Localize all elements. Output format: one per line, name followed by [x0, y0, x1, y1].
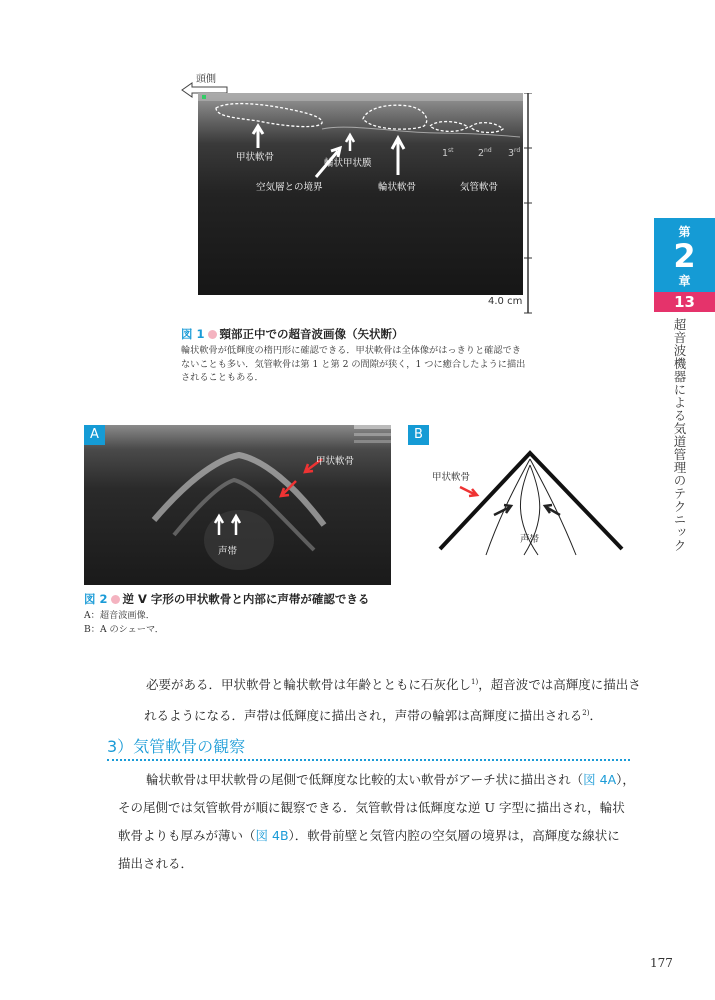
section-number-tab: 13: [654, 292, 715, 312]
panel-a-tag: A: [84, 425, 105, 445]
chapter-vertical-title: 超音波機器による気道管理のテクニック: [672, 318, 687, 552]
chapter-tab: [654, 218, 715, 292]
figure-2-caption-body: A：超音波画像． B：A のシェーマ．: [84, 610, 164, 635]
paragraph-1: 必要がある．甲状軟骨と輪状軟骨は年齢とともに石灰化し$^{1)}$，超音波では高輝度に描出さ れるようになる．声帯は低輝度に描出され，声帯の輪郭は高輝度に描出される$^{2)}$．: [144, 677, 641, 724]
label-a-thyroid: 甲状軟骨: [316, 456, 355, 467]
label-tracheal-cartilage: 気管軟骨: [460, 182, 499, 193]
figure-2-caption: [84, 591, 504, 636]
ref-fig-4a[interactable]: 図 4A: [583, 772, 617, 787]
depth-scale: [523, 93, 533, 315]
label-ring-1: 1st: [442, 147, 454, 160]
label-a-vocal: 声帯: [218, 546, 238, 557]
label-ring-2: 2nd: [478, 147, 492, 160]
figure-1: [170, 70, 540, 315]
page-number: 177: [650, 956, 673, 970]
label-b-vocal: 声帯: [520, 534, 540, 545]
panel-b-tag: B: [408, 425, 429, 445]
figure-2-caption-title: 図 2 逆 V 字形の甲状軟骨と内部に声帯が確認できる: [84, 592, 370, 606]
scale-label: 4.0 cm: [488, 296, 523, 307]
label-b-thyroid: 甲状軟骨: [432, 472, 471, 483]
label-ring-3: 3rd: [508, 147, 521, 160]
label-cricoid-cartilage: 輪状軟骨: [378, 182, 417, 193]
chapter-number: 2: [673, 237, 696, 275]
section-rule: [107, 759, 630, 761]
section-title: 3）気管軟骨の観察: [107, 737, 246, 756]
ultrasound-sagittal-image: [198, 93, 523, 295]
label-air-boundary: 空気層との境界: [256, 182, 323, 193]
figure-1-caption-title: 図 1 頸部正中での超音波画像（矢状断）: [181, 327, 404, 341]
chapter-prefix: 第: [678, 225, 691, 239]
ref-fig-4b[interactable]: 図 4B: [255, 828, 289, 843]
chapter-suffix: 章: [678, 274, 691, 288]
figure-1-caption: [181, 326, 541, 385]
paragraph-2: 輪状軟骨は甲状軟骨の尾側で低輝度な比較的太い軟骨がアーチ状に描出され（図 4A）， その尾側では気管軟骨が順に観察できる．気管軟骨は低輝度な逆 U 字型に描出され，輪状 軟骨よりも厚みが薄い（図 4B）．軟骨前壁と気管内腔の空気層の境界は，高輝度な線状に 描出される．: [118, 772, 635, 871]
figure-2b-schema: [408, 425, 648, 585]
head-side-label: 頭側: [196, 74, 216, 85]
figure-1-caption-body: 輪状軟骨が低輝度の楕円形に確認できる．甲状軟骨は全体像がはっきりと確認でき ないことも多い．気管軟骨は第 1 と第 2 の間隙が狭く，1 つに癒合したように描出 されることもある．: [181, 345, 526, 383]
label-thyroid-cartilage: 甲状軟骨: [236, 152, 275, 163]
figure-2a-ultrasound: [84, 425, 391, 585]
label-cricothyroid-membrane: 輪状甲状膜: [324, 158, 372, 169]
